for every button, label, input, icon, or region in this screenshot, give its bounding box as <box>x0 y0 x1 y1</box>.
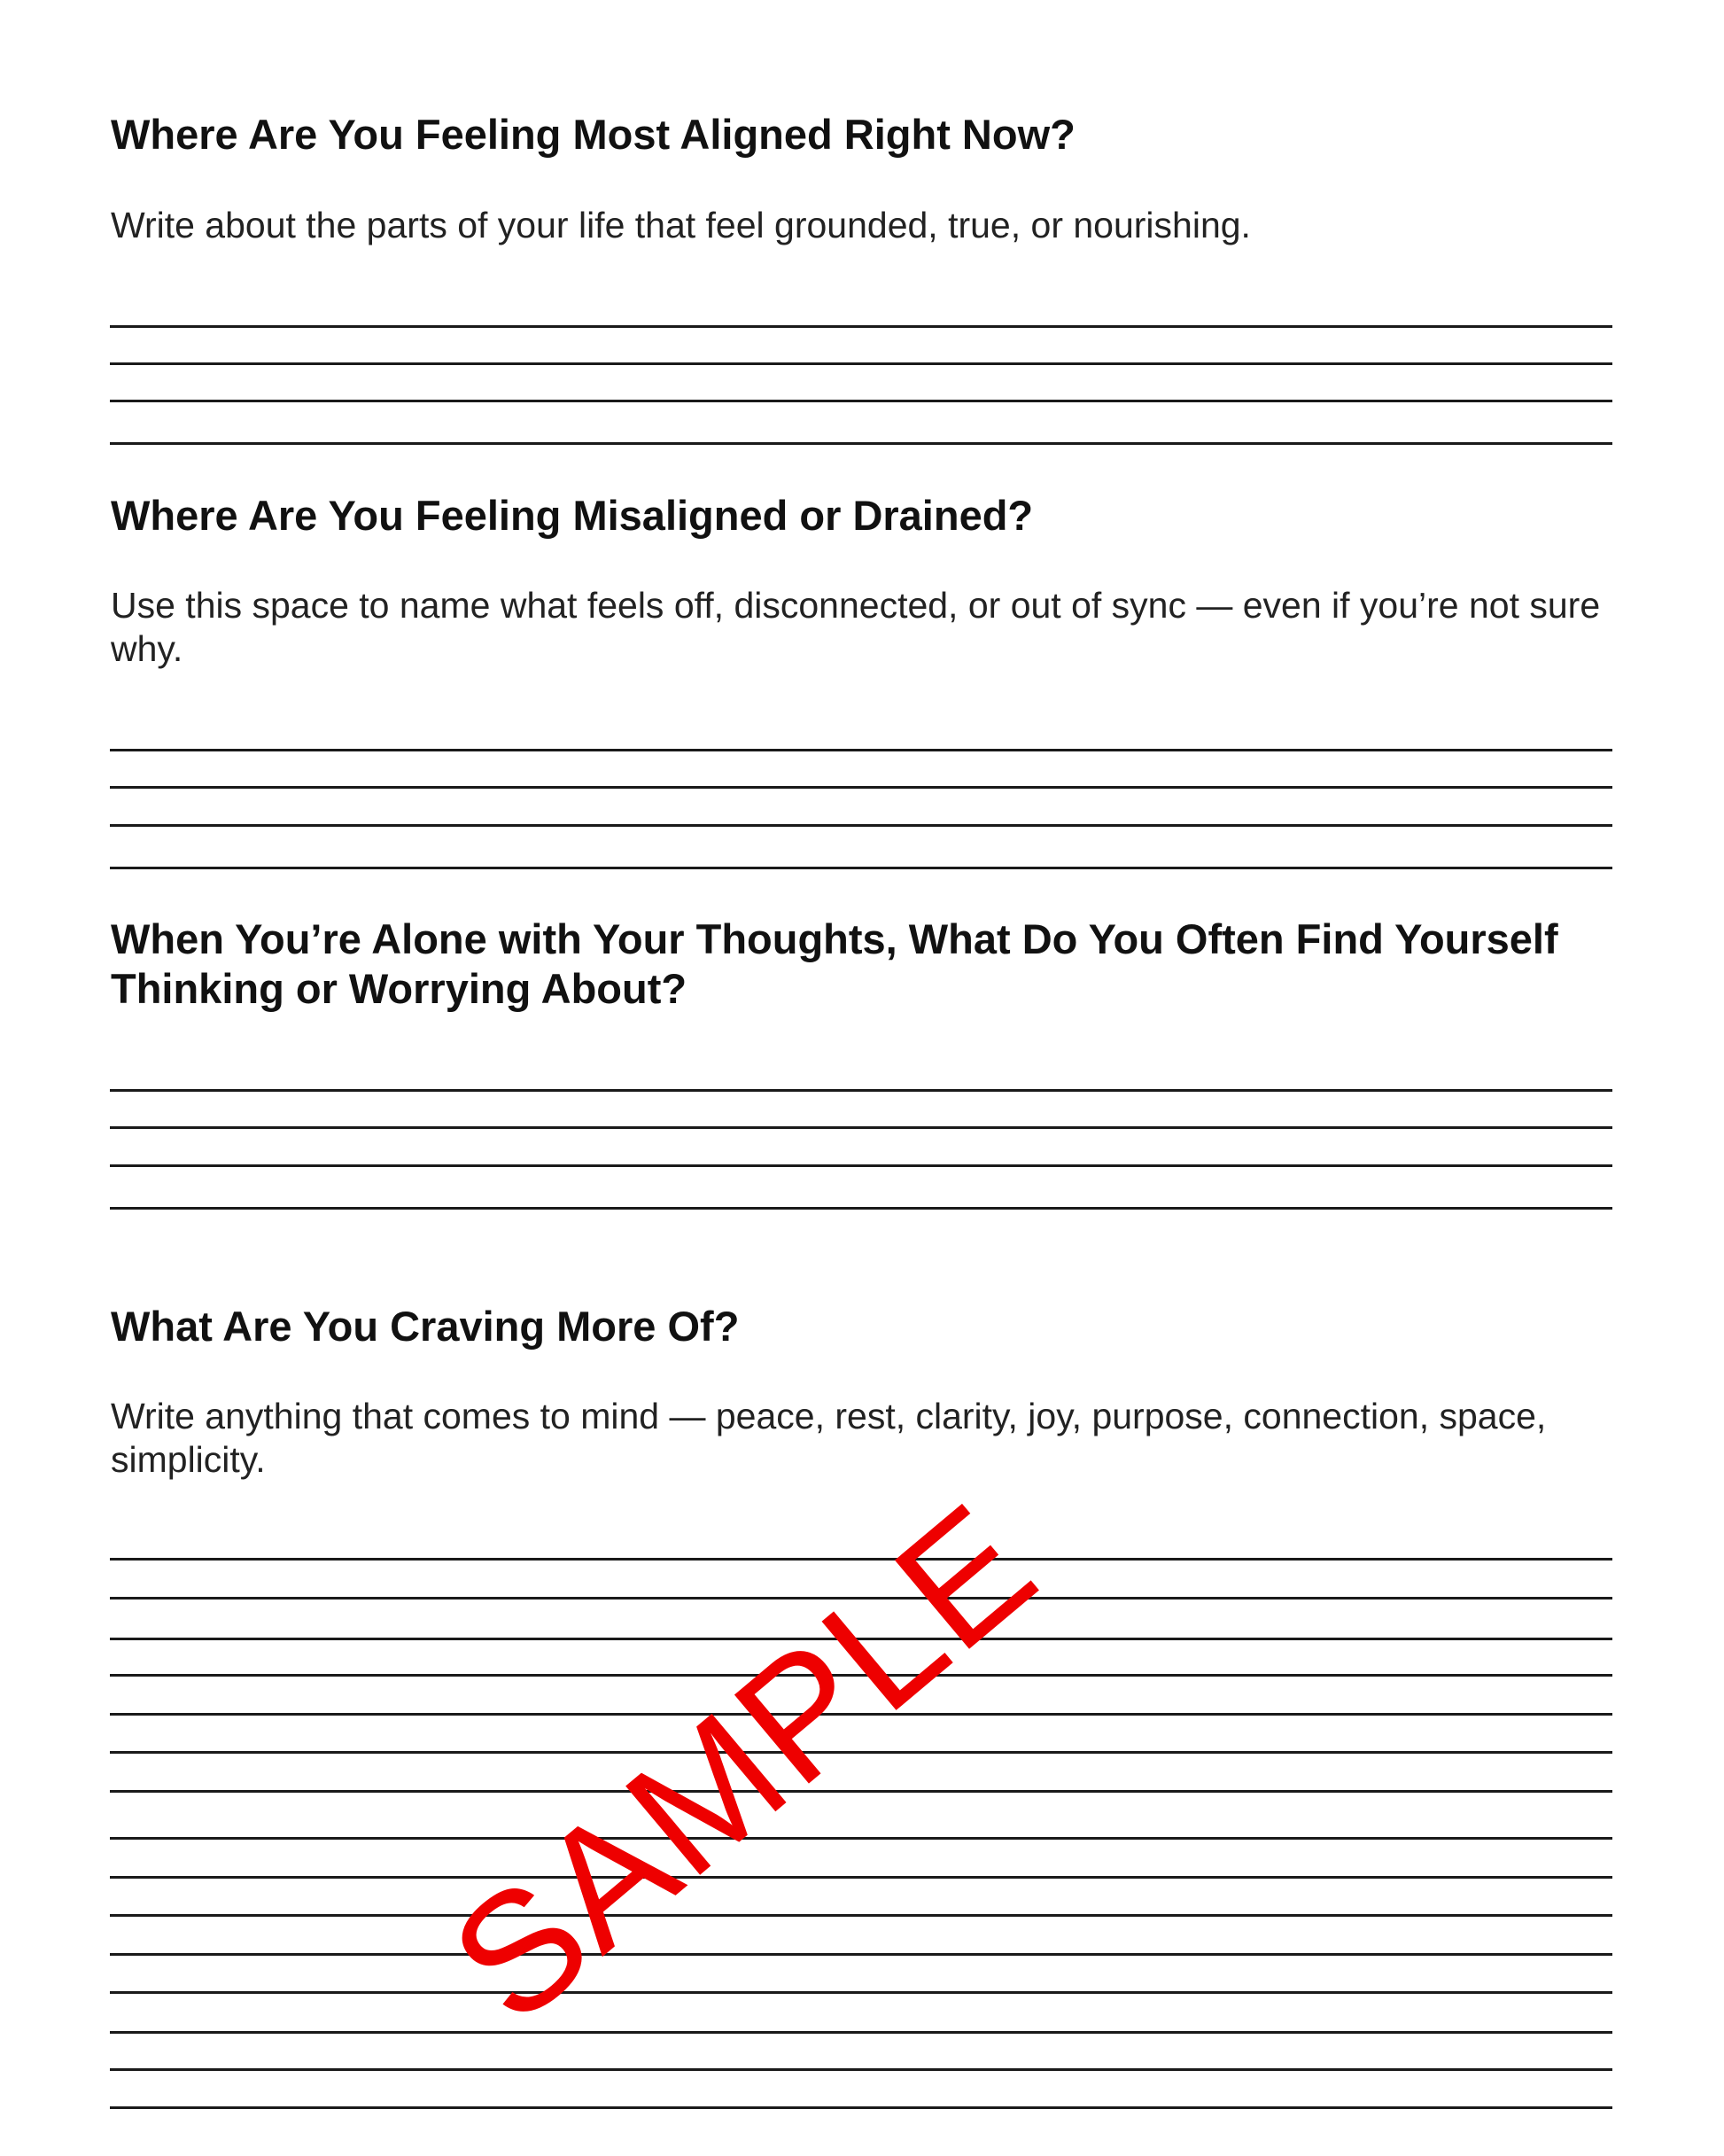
writing-line[interactable] <box>110 1837 1612 1840</box>
writing-line[interactable] <box>110 442 1612 445</box>
writing-line[interactable] <box>110 1790 1612 1793</box>
section-heading: Where Are You Feeling Misaligned or Drained? <box>111 492 1034 539</box>
sample-watermark: SAMPLE <box>417 1467 1070 2059</box>
section-prompt: Write anything that comes to mind — peace, rest, clarity, joy, purpose, connection, space, simplicity. <box>111 1396 1547 1480</box>
writing-line[interactable] <box>110 1876 1612 1879</box>
writing-line[interactable] <box>110 362 1612 365</box>
writing-line[interactable] <box>110 2031 1612 2034</box>
writing-line[interactable] <box>110 1164 1612 1167</box>
writing-line[interactable] <box>110 1991 1612 1994</box>
section-heading: When You’re Alone with Your Thoughts, What Do You Often Find Yourself Thinking or Worrying About? <box>111 915 1558 1012</box>
writing-line[interactable] <box>110 1207 1612 1210</box>
writing-line[interactable] <box>110 1089 1612 1092</box>
writing-line[interactable] <box>110 749 1612 751</box>
writing-line[interactable] <box>110 1953 1612 1956</box>
writing-line[interactable] <box>110 400 1612 402</box>
writing-line[interactable] <box>110 867 1612 869</box>
writing-line[interactable] <box>110 325 1612 328</box>
section-prompt: Use this space to name what feels off, disconnected, or out of sync — even if you’re not sure why. <box>111 585 1601 669</box>
section-heading: What Are You Craving More Of? <box>111 1303 740 1350</box>
section-prompt: Write about the parts of your life that feel grounded, true, or nourishing. <box>111 205 1251 245</box>
section-heading: Where Are You Feeling Most Aligned Right Now? <box>111 111 1076 158</box>
writing-line[interactable] <box>110 1914 1612 1917</box>
writing-line[interactable] <box>110 786 1612 789</box>
writing-line[interactable] <box>110 824 1612 827</box>
writing-line[interactable] <box>110 2106 1612 2109</box>
writing-line[interactable] <box>110 1126 1612 1129</box>
writing-line[interactable] <box>110 2068 1612 2071</box>
